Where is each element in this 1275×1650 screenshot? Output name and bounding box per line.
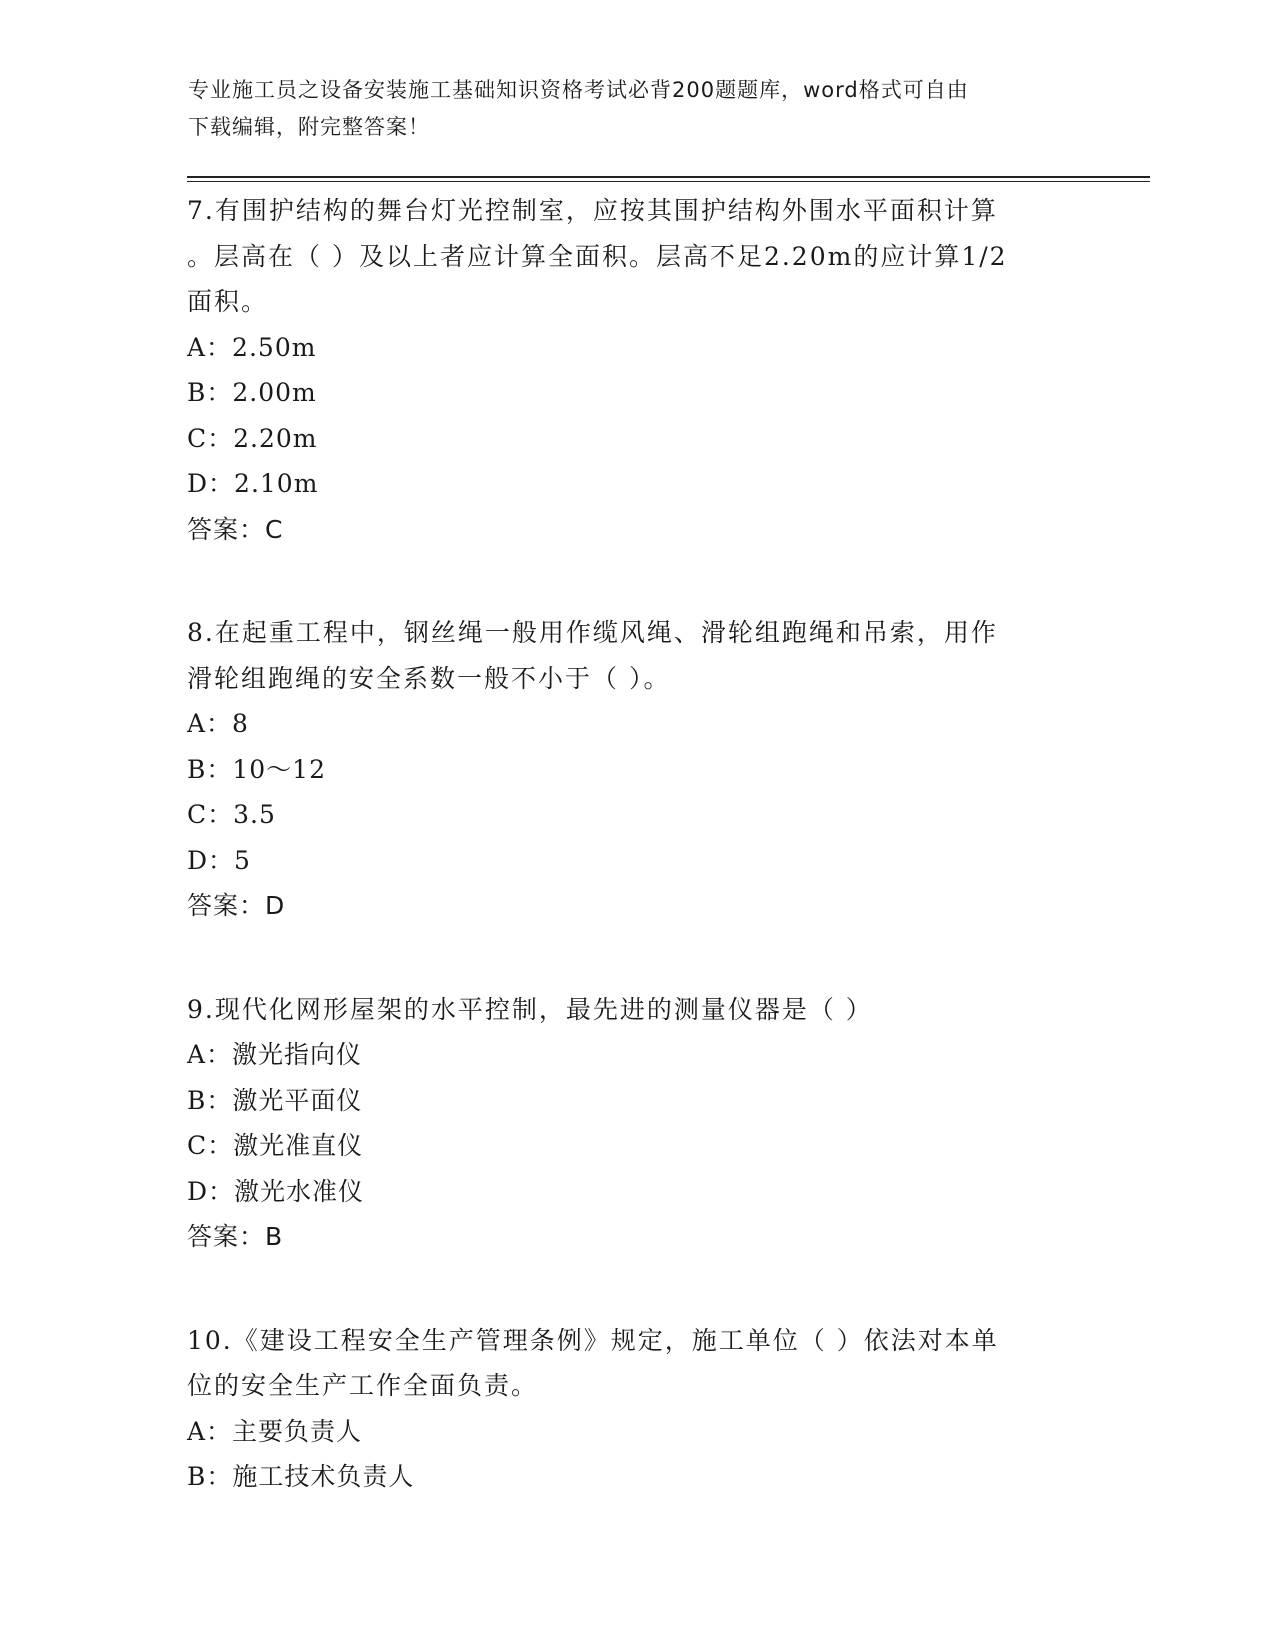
- option-c: C：3.5: [187, 800, 276, 829]
- question-line: 滑轮组跑绳的安全系数一般不小于（ ）。: [187, 663, 671, 693]
- option-c: C：激光准直仪: [187, 1131, 364, 1160]
- option-d: D：激光水准仪: [187, 1176, 365, 1206]
- option-b: B：激光平面仪: [187, 1085, 363, 1115]
- option-b: B：施工技术负责人: [187, 1462, 415, 1491]
- option-b: B：10～12: [187, 754, 326, 784]
- question-text: [187, 188, 1067, 325]
- question-line: 9.现代化网形屋架的水平控制，最先进的测量仪器是（ ）: [187, 994, 873, 1024]
- question-line: 。层高在（ ）及以上者应计算全面积。层高不足2.20m的应计算1/2: [187, 241, 1008, 271]
- question-8: [187, 610, 1067, 929]
- question-line: 8.在起重工程中，钢丝绳一般用作缆风绳、滑轮组跑绳和吊索，用作: [187, 618, 998, 647]
- option-d: D：5: [187, 845, 251, 875]
- header-divider-thick: [187, 176, 1150, 178]
- question-text: [187, 1318, 1067, 1409]
- answer: 答案：C: [187, 514, 284, 544]
- question-line: 面积。: [187, 287, 269, 316]
- header-divider-thin: [187, 181, 1150, 182]
- question-10: [187, 1318, 1067, 1500]
- option-a: A：2.50m: [187, 332, 317, 362]
- document-header: [188, 72, 1068, 146]
- question-line: 10.《建设工程安全生产管理条例》规定，施工单位（ ）依法对本单: [187, 1325, 999, 1355]
- question-text: [187, 987, 1067, 1033]
- option-a: A：激光指向仪: [187, 1040, 363, 1069]
- option-d: D：2.10m: [187, 469, 319, 498]
- question-line: 7.有围护结构的舞台灯光控制室，应按其围护结构外围水平面积计算: [187, 196, 998, 225]
- question-list: [187, 188, 1067, 1558]
- question-line: 位的安全生产工作全面负责。: [187, 1371, 539, 1400]
- header-line-1: 专业施工员之设备安装施工基础知识资格考试必背200题题库，word格式可自由: [188, 78, 969, 102]
- option-c: C：2.20m: [187, 423, 318, 453]
- option-a: A：主要负责人: [187, 1416, 363, 1446]
- header-line-2: 下载编辑，附完整答案！: [188, 115, 430, 139]
- answer: 答案：D: [187, 891, 286, 920]
- question-text: [187, 610, 1067, 701]
- option-a: A：8: [187, 709, 249, 738]
- question-9: [187, 987, 1067, 1260]
- answer: 答案：B: [187, 1222, 284, 1251]
- question-7: [187, 188, 1067, 552]
- option-b: B：2.00m: [187, 378, 317, 407]
